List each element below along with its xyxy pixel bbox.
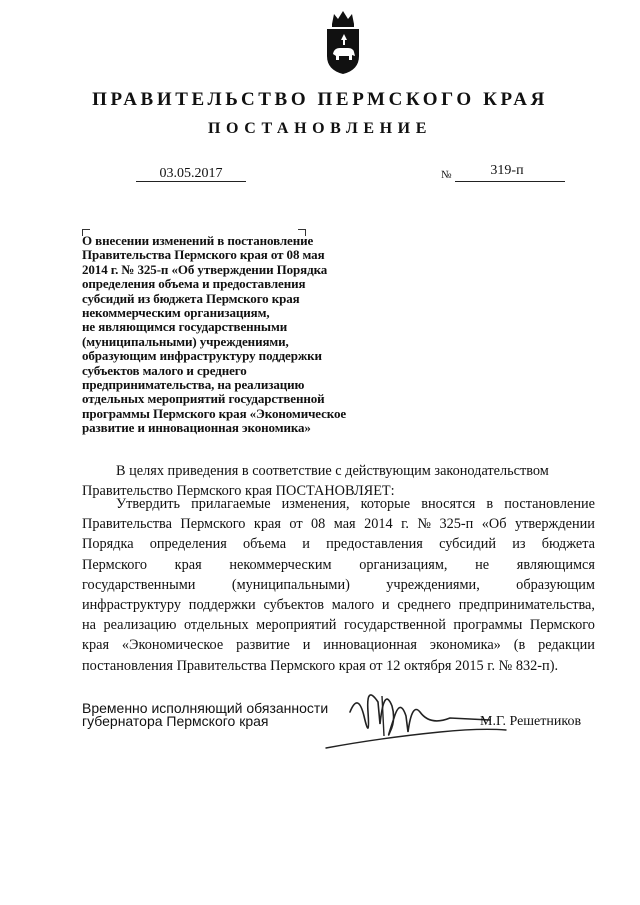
body-line: В целях приведения в соответствие с действующим законодательством <box>116 463 549 479</box>
body-line <box>82 494 595 514</box>
body-word: мероприятий <box>256 617 337 634</box>
body-word: инновационная <box>323 637 417 654</box>
position-line: Временно исполняющий обязанности <box>82 700 329 716</box>
subject-line: не являющимся государственными <box>82 319 288 335</box>
subject-line: Правительства Пермского края от 08 мая <box>82 247 325 263</box>
body-word: инфраструктуру <box>82 597 182 614</box>
body-word: экономика» <box>429 637 501 654</box>
body-word: в <box>486 496 494 512</box>
body-word: и <box>302 536 310 553</box>
body-word: из <box>512 536 526 553</box>
body-word: Порядка <box>82 536 134 553</box>
subject-line: субсидий из бюджета Пермского края <box>82 290 300 306</box>
body-word: субсидий <box>439 536 497 553</box>
resolution-paragraph <box>82 494 595 676</box>
body-word: прилагаемые <box>191 496 271 512</box>
body-word: образующим <box>516 576 595 593</box>
body-line <box>82 575 595 595</box>
body-word: края <box>82 637 110 654</box>
body-line <box>82 615 595 635</box>
body-word: объема <box>243 536 287 553</box>
body-word: «Экономическое <box>121 637 224 654</box>
subject-line: образующим инфраструктуру поддержки <box>82 348 322 364</box>
number-underline <box>455 181 565 182</box>
position-line: губернатора Пермского края <box>82 713 269 729</box>
body-word: Пермского <box>529 617 595 634</box>
body-word: учреждениями, <box>386 576 480 593</box>
subject-line: (муниципальными) учреждениями, <box>82 333 289 349</box>
government-title: ПРАВИТЕЛЬСТВО ПЕРМСКОГО КРАЯ <box>92 89 548 110</box>
body-word: поддержки <box>188 597 256 614</box>
number-label: № <box>441 169 452 181</box>
body-line: Правительство Пермского края ПОСТАНОВЛЯЕТ: <box>82 483 395 500</box>
body-word: (муниципальными) <box>231 576 350 593</box>
signatory-name: М.Г. Решетников <box>480 714 582 729</box>
subject-line: развитие и инновационная экономика» <box>82 420 311 436</box>
body-word: и <box>302 637 311 654</box>
body-word: г. <box>401 516 409 533</box>
body-word: среднего <box>397 597 451 614</box>
body-word: субъектов <box>263 597 324 614</box>
subject-line: некоммерческим организациям, <box>82 305 270 321</box>
body-word: организациям, <box>359 556 448 573</box>
body-word: на <box>82 617 96 634</box>
body-word: которые <box>360 496 411 512</box>
subject-line: отдельных мероприятий государственной <box>82 391 325 407</box>
body-word: государственной <box>343 617 446 634</box>
body-word: некоммерческим <box>229 556 332 573</box>
body-line <box>82 514 595 534</box>
body-word: определения <box>149 536 227 553</box>
document-number: 319-п <box>490 163 524 178</box>
body-word: края <box>174 556 202 573</box>
body-word: предпринимательства, <box>458 597 595 614</box>
body-word: мая <box>333 516 356 533</box>
body-word: Утвердить <box>116 496 181 512</box>
subject-line: программы Пермского края «Экономическое <box>82 405 347 421</box>
body-word: 08 <box>311 516 326 533</box>
subject-line: 2014 г. № 325-п «Об утверждении Порядка <box>82 261 328 277</box>
body-word: утверждении <box>514 516 595 533</box>
body-line <box>82 595 595 615</box>
signatory-position <box>82 702 328 728</box>
body-word: программы <box>453 617 523 634</box>
body-line <box>82 534 595 554</box>
body-word: и <box>381 597 390 614</box>
body-word: бюджета <box>541 536 595 553</box>
body-word: Пермского <box>180 516 246 533</box>
body-word: предоставления <box>326 536 423 553</box>
body-word: реализацию <box>103 617 177 634</box>
body-word: Правительства <box>82 516 172 533</box>
body-word: Пермского <box>82 556 148 573</box>
body-word: малого <box>331 597 375 614</box>
body-word: «Об <box>481 516 507 533</box>
body-word: отдельных <box>183 617 249 634</box>
body-word: государственными <box>82 576 196 593</box>
subject-line: О внесении изменений в постановление <box>82 233 314 248</box>
body-line <box>82 635 595 655</box>
coat-of-arms-icon <box>324 10 362 76</box>
body-word: вносятся <box>421 496 476 512</box>
body-word: постановление <box>504 496 595 512</box>
body-word: 325-п <box>439 516 474 533</box>
body-word: являющимся <box>516 556 595 573</box>
body-line: постановления Правительства Пермского края от 12 октября 2015 г. № 832-п). <box>82 657 559 674</box>
body-word: 2014 <box>364 516 393 533</box>
subject-line: предпринимательства, на реализацию <box>82 377 305 393</box>
body-word: развитие <box>236 637 290 654</box>
subject-line: определения объема и предоставления <box>82 276 306 292</box>
body-word: края <box>253 516 281 533</box>
body-word: редакции <box>538 637 595 654</box>
body-word: (в <box>513 637 526 654</box>
document-subject <box>82 234 382 436</box>
body-line <box>82 555 595 575</box>
body-word: от <box>289 516 303 533</box>
body-word: изменения, <box>281 496 350 512</box>
document-type: ПОСТАНОВЛЕНИЕ <box>208 120 432 137</box>
document-date: 03.05.2017 <box>159 166 223 181</box>
subject-line: субъектов малого и среднего <box>82 362 247 378</box>
body-word: не <box>475 556 490 573</box>
body-word: № <box>417 516 432 533</box>
